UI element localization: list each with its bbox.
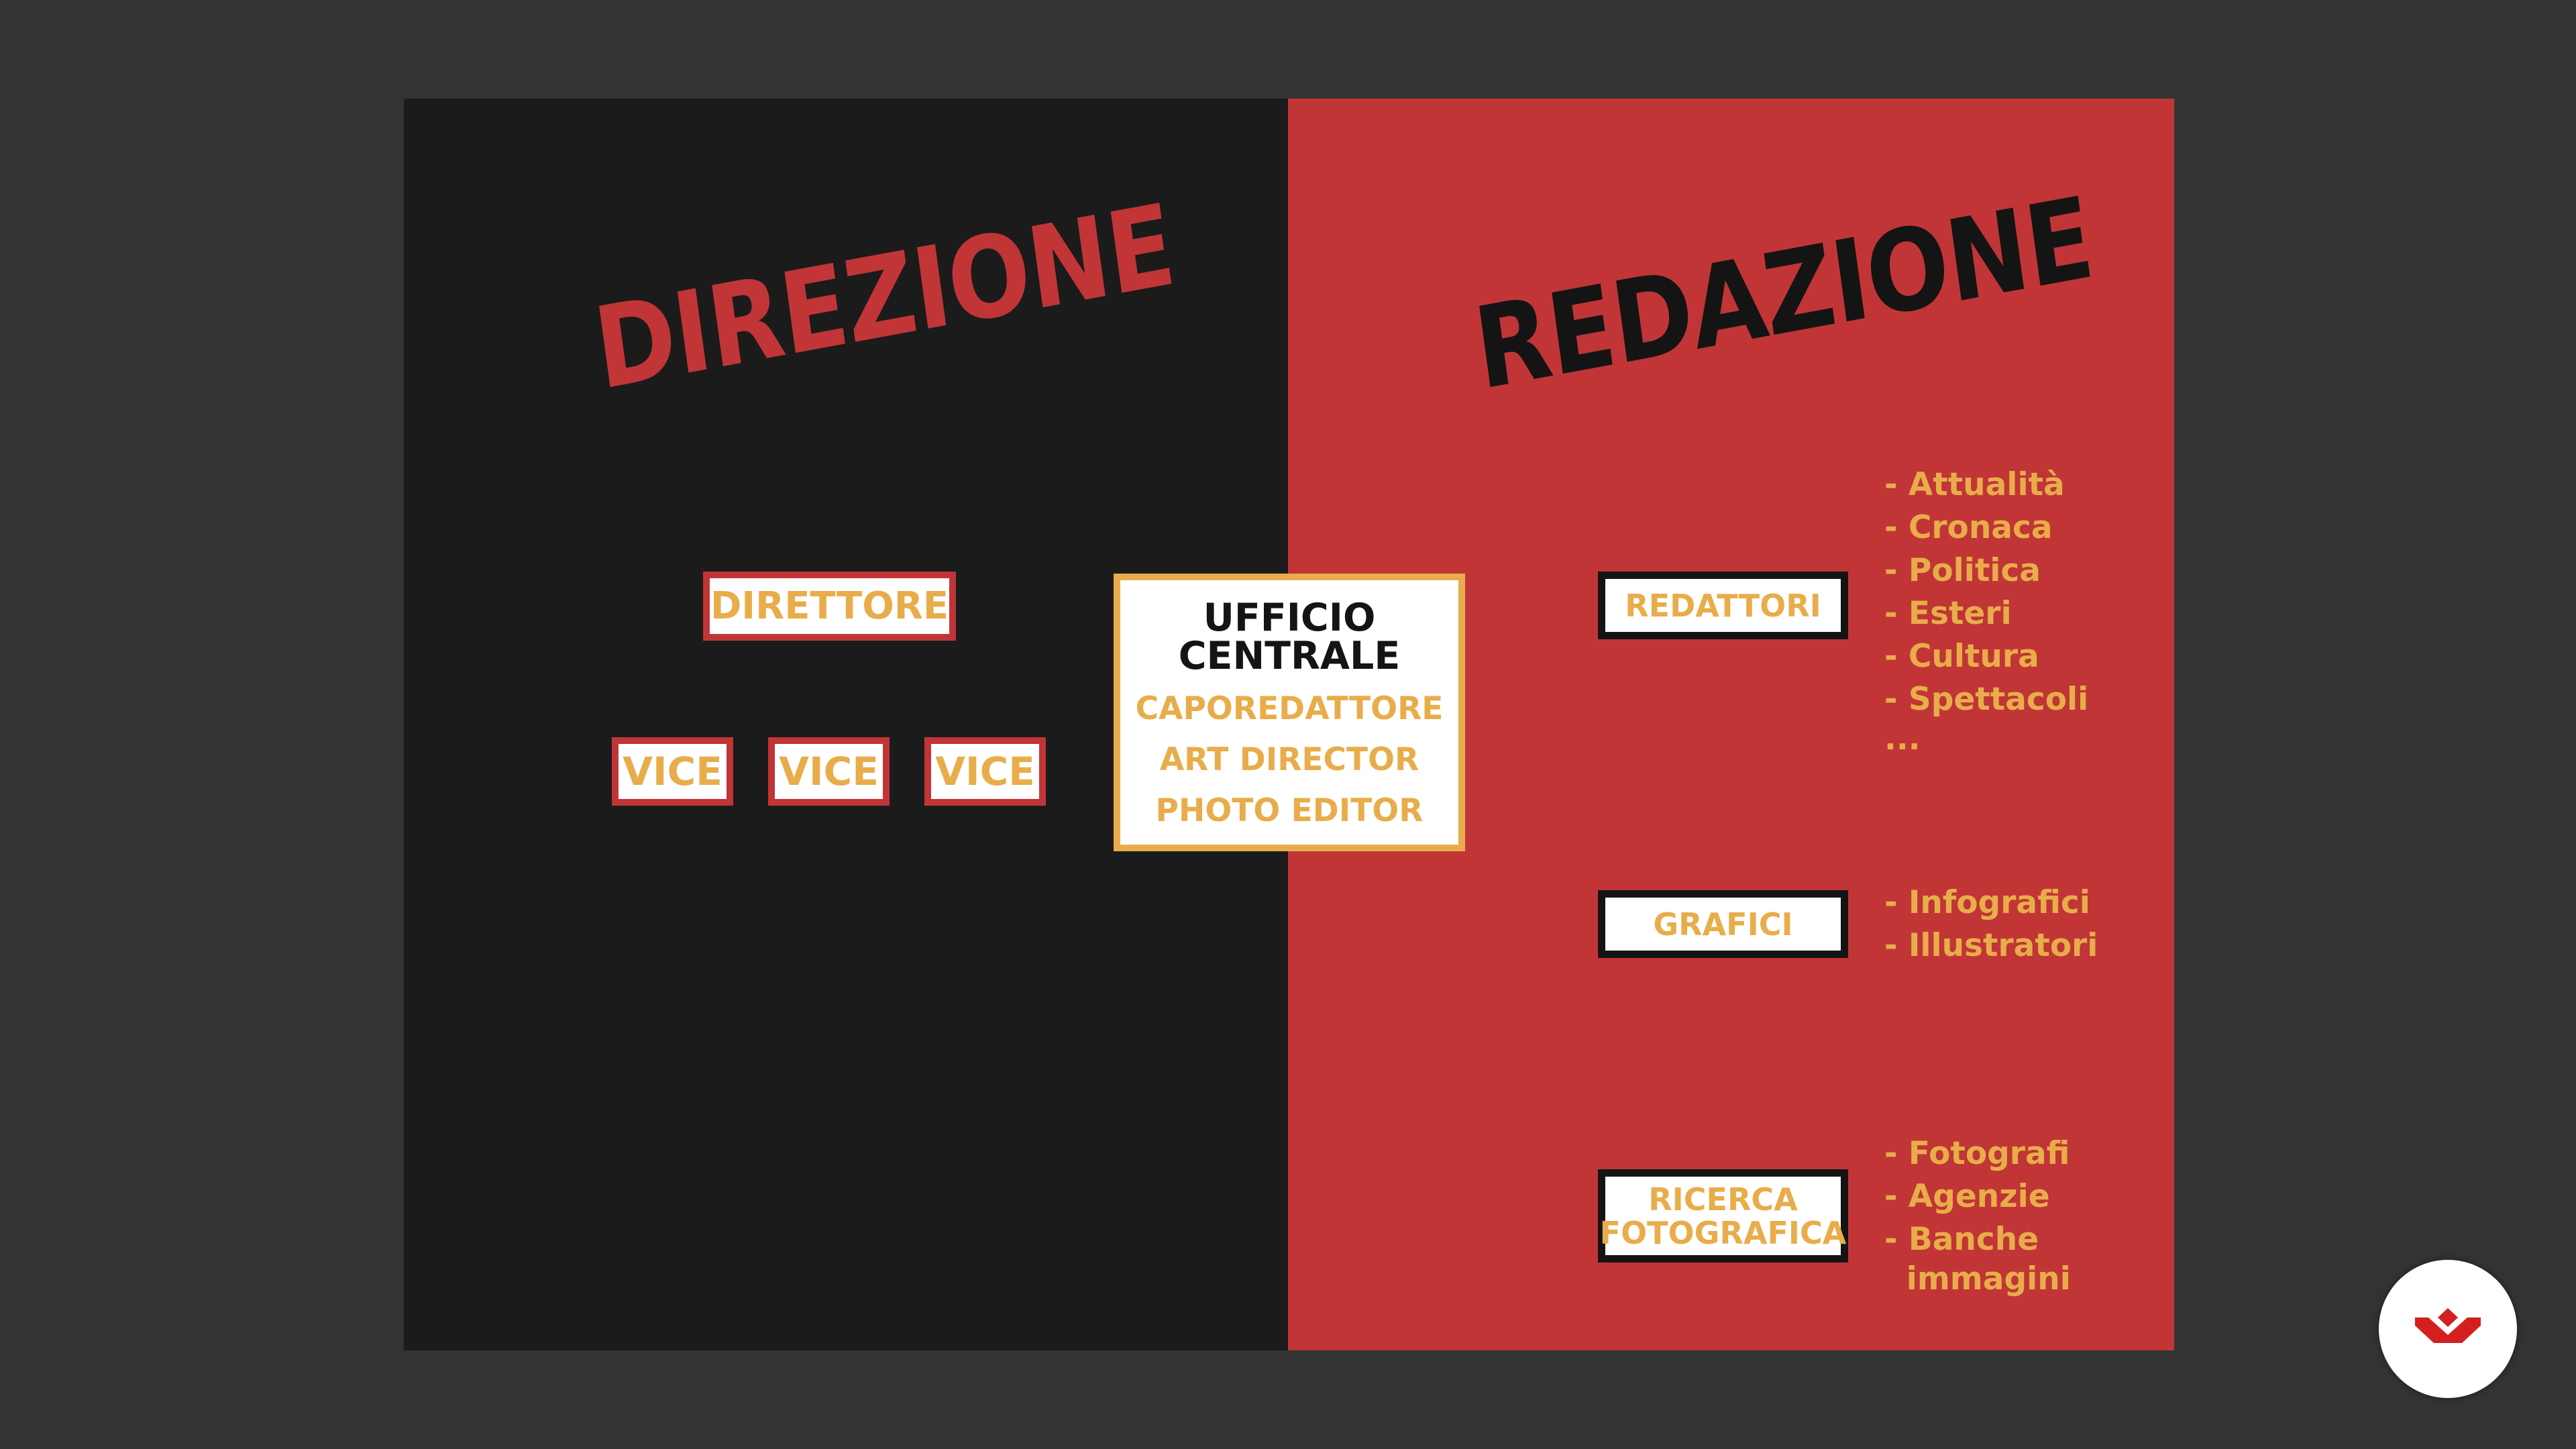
list-item: - Attualità xyxy=(1884,466,2065,503)
direttore-box: DIRETTORE xyxy=(703,572,956,641)
ufficio-centrale-box xyxy=(1114,574,1465,851)
ufficio-centrale-items xyxy=(1120,684,1458,837)
list-item: - Cronaca xyxy=(1884,509,2053,546)
ricerca-fotografica-box: RICERCA FOTOGRAFICA xyxy=(1598,1169,1848,1263)
list-item: - Spettacoli xyxy=(1884,681,2089,718)
caporedattore-label: CAPOREDATTORE xyxy=(1135,690,1444,727)
redattori-list xyxy=(1884,464,2088,757)
list-item: - Cultura xyxy=(1884,638,2039,675)
photo-editor-label: PHOTO EDITOR xyxy=(1155,792,1424,829)
list-item: ... xyxy=(1884,720,1921,757)
vice-box-3: VICE xyxy=(924,737,1046,806)
redattori-box: REDATTORI xyxy=(1598,572,1848,639)
list-item: - Illustratori xyxy=(1884,927,2098,964)
grafici-list xyxy=(1884,881,2098,967)
ricerca-fotografica-list xyxy=(1884,1132,2071,1297)
list-item: immagini xyxy=(1884,1260,2071,1297)
vice-box-1: VICE xyxy=(612,737,733,806)
brand-logo-button[interactable] xyxy=(2379,1260,2517,1398)
redazione-title: REDAZIONE xyxy=(1467,172,2100,415)
ufficio-centrale-title: UFFICIO CENTRALE xyxy=(1178,596,1401,678)
list-item: - Esteri xyxy=(1884,595,2012,632)
vice-box-2: VICE xyxy=(768,737,890,806)
list-item: - Fotografi xyxy=(1884,1135,2070,1172)
direzione-title: DIREZIONE xyxy=(587,179,1181,415)
list-item: - Banche xyxy=(1884,1221,2039,1258)
art-director-label: ART DIRECTOR xyxy=(1159,741,1419,778)
grafici-box: GRAFICI xyxy=(1598,890,1848,958)
slide xyxy=(404,99,2174,1350)
list-item: - Agenzie xyxy=(1884,1178,2050,1215)
brand-logo-icon xyxy=(2412,1293,2483,1364)
list-item: - Infografici xyxy=(1884,884,2090,921)
list-item: - Politica xyxy=(1884,552,2041,589)
